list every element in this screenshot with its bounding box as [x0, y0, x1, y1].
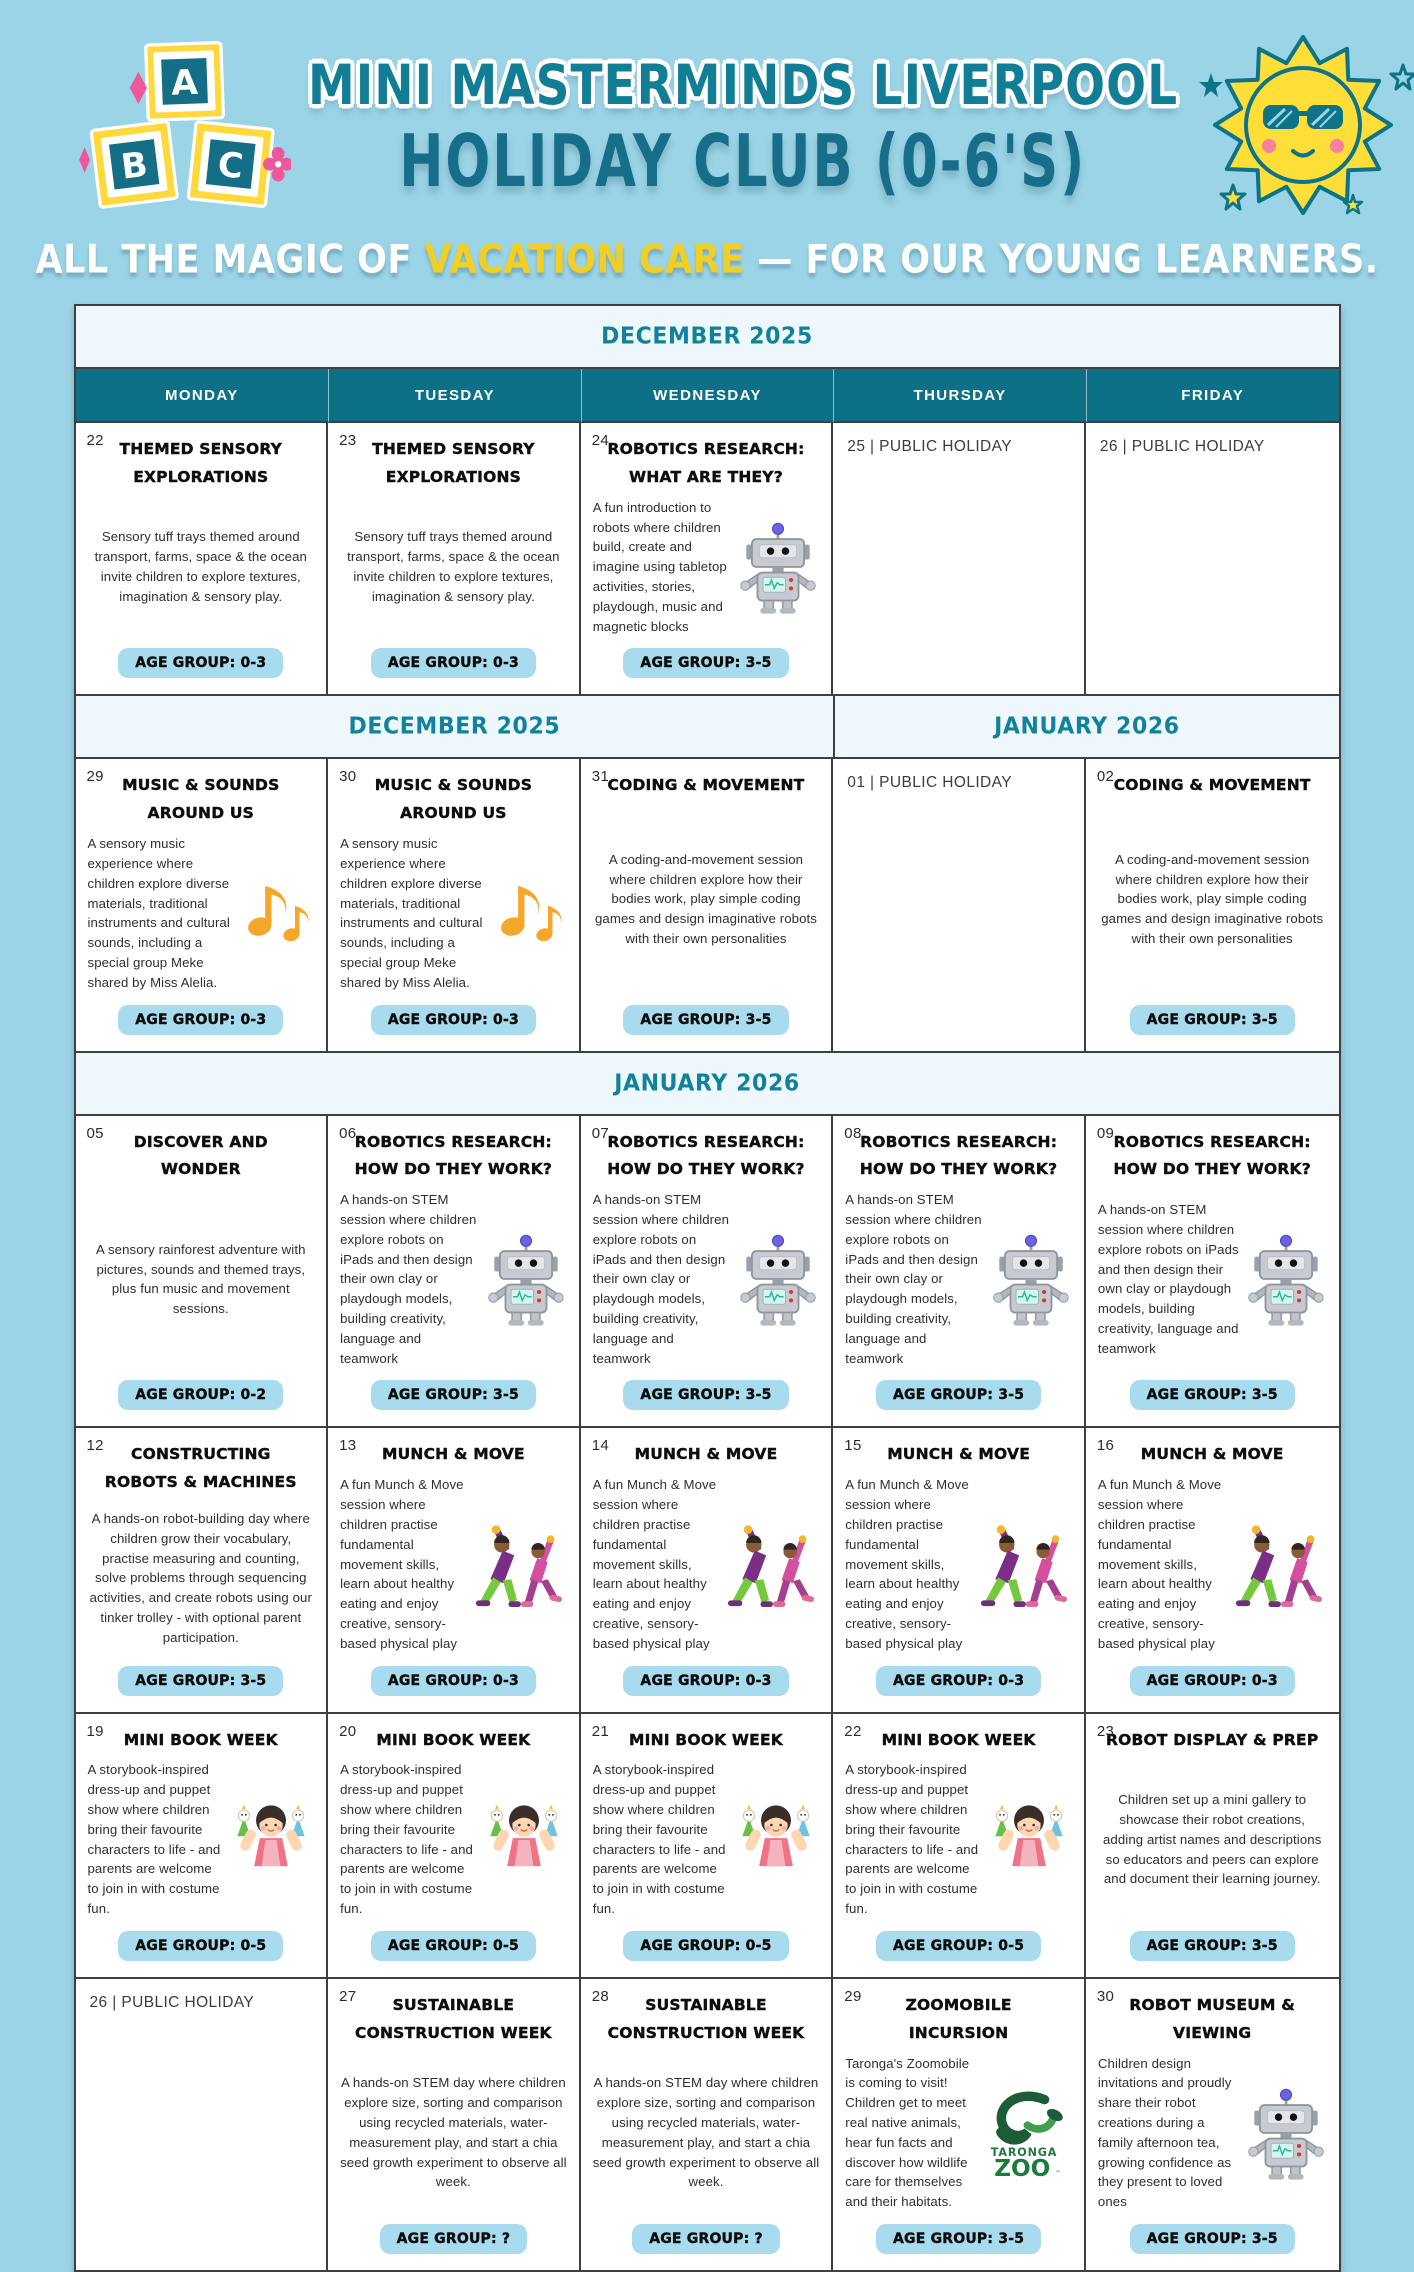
event-description: Sensory tuff trays themed around transport, farms, space & the ocean invite children to explore textures, imagination & sensory play.	[94, 529, 307, 604]
day-number: 23	[1096, 1722, 1115, 1740]
day-header-label: TUESDAY	[414, 386, 495, 404]
tagline-prefix: ALL THE MAGIC OF	[35, 237, 425, 283]
month-label: DECEMBER 2025	[601, 323, 813, 350]
day-number: 20	[339, 1722, 357, 1740]
age-group-badge: AGE GROUP: 3-5	[371, 1380, 536, 1410]
age-group-badge: AGE GROUP: 3-5	[623, 1380, 788, 1410]
event-body	[1098, 1190, 1327, 1368]
event-cell	[581, 1428, 834, 1713]
event-cell	[328, 1116, 581, 1429]
event-description: A hands-on STEM session where children explore robots on iPads and then design their own clay or playdough models, building creativity, language and teamwork	[1097, 1202, 1239, 1356]
public-holiday-cell	[833, 423, 1086, 696]
svg-text:ZOO: ZOO	[994, 2155, 1051, 2179]
event-body	[1098, 806, 1327, 992]
event-title: MUSIC & SOUNDS AROUND US	[374, 776, 533, 823]
robot-icon	[1245, 2086, 1327, 2180]
event-cell	[76, 759, 329, 1052]
month-band-row	[76, 306, 1339, 369]
event-cell	[833, 1428, 1086, 1713]
age-group-badge: AGE GROUP: 0-3	[623, 1666, 788, 1696]
event-cell	[833, 1116, 1086, 1429]
event-title: ROBOTICS RESEARCH: WHAT ARE THEY?	[607, 440, 805, 486]
age-group-badge: AGE GROUP: 3-5	[1130, 1380, 1295, 1410]
age-group-badge: AGE GROUP: 3-5	[1130, 1931, 1295, 1961]
age-group-badge: AGE GROUP: 0-3	[876, 1666, 1041, 1696]
page-header	[0, 0, 1414, 220]
event-cell	[328, 759, 581, 1052]
event-cell	[328, 1428, 581, 1713]
puppet-show-icon	[986, 1797, 1072, 1883]
event-cell	[833, 1979, 1086, 2270]
event-cell	[1086, 1979, 1339, 2270]
event-cell	[581, 1979, 834, 2270]
event-title: CODING & MOVEMENT	[1113, 776, 1311, 795]
event-description: A storybook-inspired dress-up and puppet show where children bring their favourite characters to life - and parents are welcome to join in with costume fun.	[87, 1762, 221, 1916]
day-header-monday	[76, 369, 329, 423]
month-band-row	[76, 1053, 1339, 1116]
event-body	[1098, 2054, 1327, 2212]
event-body	[88, 834, 315, 992]
public-holiday-label: 26 | PUBLIC HOLIDAY	[1099, 438, 1265, 455]
sun-icon	[1178, 25, 1414, 225]
event-body	[1098, 1475, 1327, 1653]
event-cell	[328, 1979, 581, 2270]
day-header-tuesday	[328, 369, 581, 423]
event-description: A hands-on STEM session where children explore robots on iPads and then design their own clay or playdough models, building creativity, language and teamwork	[340, 1192, 477, 1366]
day-number: 15	[844, 1437, 862, 1455]
event-body	[593, 1475, 820, 1653]
robot-icon	[737, 520, 819, 614]
robot-icon	[485, 1232, 567, 1326]
age-group-badge: AGE GROUP: 0-3	[371, 648, 536, 678]
event-description: A fun Munch & Move session where children practise fundamental movement skills, learn about healthy eating and enjoy creative, sensory-based physical play	[592, 1477, 717, 1651]
svg-text:C: C	[215, 144, 245, 187]
day-number: 14	[591, 1437, 609, 1455]
age-group-badge: AGE GROUP: 0-3	[118, 1005, 283, 1035]
event-title: CODING & MOVEMENT	[607, 776, 805, 795]
age-group-badge: AGE GROUP: 0-5	[876, 1931, 1041, 1961]
day-header-friday	[1086, 369, 1339, 423]
day-number: 12	[86, 1437, 104, 1455]
month-band	[833, 696, 1338, 759]
event-cell	[328, 1714, 581, 1979]
week-row	[76, 1428, 1339, 1713]
page-subtitle: HOLIDAY CLUB (0-6'S)	[399, 118, 1087, 203]
day-number: 06	[339, 1124, 357, 1142]
event-body	[340, 1475, 567, 1653]
day-number: 23	[339, 432, 357, 449]
event-description: A fun Munch & Move session where children practise fundamental movement skills, learn about healthy eating and enjoy creative, sensory-based physical play	[1097, 1477, 1222, 1651]
event-title: MUNCH & MOVE	[887, 1445, 1030, 1464]
public-holiday-cell	[833, 759, 1086, 1052]
event-title: ROBOTICS RESEARCH: HOW DO THEY WORK?	[859, 1132, 1058, 1179]
puppet-show-icon	[228, 1797, 314, 1883]
music-note-icon	[491, 875, 567, 951]
day-number: 30	[339, 768, 357, 786]
munch-move-icon	[723, 1520, 819, 1608]
event-description: Taronga's Zoomobile is coming to visit! Children get to meet real native animals, hear fun facts and discover how wildlife care for themselves and their habitats.	[845, 2055, 970, 2210]
public-holiday-cell	[76, 1979, 329, 2270]
event-description: A storybook-inspired dress-up and puppet show where children bring their favourite characters to life - and parents are welcome to join in with costume fun.	[592, 1762, 726, 1916]
week-row	[76, 759, 1339, 1052]
age-group-badge: AGE GROUP: 3-5	[876, 2224, 1041, 2254]
age-group-badge: AGE GROUP: 3-5	[876, 1380, 1041, 1410]
public-holiday-label: 26 | PUBLIC HOLIDAY	[89, 1993, 255, 2011]
day-header-thursday	[833, 369, 1086, 423]
day-number: 27	[339, 1987, 357, 2005]
event-body	[593, 1760, 820, 1918]
age-group-badge: AGE GROUP: 0-3	[371, 1005, 536, 1035]
day-header-row	[76, 369, 1339, 423]
event-body	[88, 498, 315, 637]
day-header-label: FRIDAY	[1181, 386, 1245, 404]
month-band	[76, 696, 834, 759]
age-group-badge: AGE GROUP: 0-3	[118, 648, 283, 678]
event-title: THEMED SENSORY EXPLORATIONS	[372, 440, 535, 486]
event-description: A hands-on STEM session where children explore robots on iPads and then design their own clay or playdough models, building creativity, language and teamwork	[845, 1192, 982, 1366]
day-number: 16	[1096, 1437, 1115, 1455]
public-holiday-label: 25 | PUBLIC HOLIDAY	[847, 438, 1012, 455]
age-group-badge: AGE GROUP: 0-2	[118, 1380, 283, 1410]
day-number: 24	[591, 432, 609, 449]
week-row	[76, 1979, 1339, 2270]
day-header-wednesday	[581, 369, 834, 423]
event-description: A hands-on STEM day where children explore size, sorting and comparison using recycled materials, water-measurement play, and start a chia seed growth experiment to observe all week.	[340, 2075, 567, 2190]
event-cell	[76, 1116, 329, 1429]
munch-move-icon	[976, 1520, 1072, 1608]
public-holiday-label: 01 | PUBLIC HOLIDAY	[847, 774, 1012, 792]
munch-move-icon	[471, 1520, 567, 1608]
day-header-label: WEDNESDAY	[653, 386, 762, 404]
age-group-badge: AGE GROUP: 3-5	[118, 1666, 283, 1696]
event-title: ROBOT MUSEUM & VIEWING	[1129, 1995, 1295, 2042]
event-title: MUSIC & SOUNDS AROUND US	[122, 776, 280, 823]
event-title: SUSTAINABLE CONSTRUCTION WEEK	[607, 1995, 805, 2042]
event-cell	[833, 1714, 1086, 1979]
day-number: 08	[844, 1124, 862, 1142]
tagline-highlight: VACATION CARE	[424, 237, 745, 283]
event-description: A fun Munch & Move session where children practise fundamental movement skills, learn about healthy eating and enjoy creative, sensory-based physical play	[845, 1477, 969, 1651]
age-group-badge: AGE GROUP: 3-5	[623, 648, 788, 678]
event-title: MUNCH & MOVE	[1140, 1445, 1284, 1464]
age-group-badge: AGE GROUP: 0-3	[1130, 1666, 1295, 1696]
music-note-icon	[238, 875, 314, 951]
event-title: THEMED SENSORY EXPLORATIONS	[119, 440, 283, 486]
event-title: MINI BOOK WEEK	[376, 1730, 531, 1749]
day-number: 22	[86, 432, 104, 449]
event-body	[845, 1760, 1072, 1918]
week-row	[76, 423, 1339, 696]
event-title: ROBOTICS RESEARCH: HOW DO THEY WORK?	[607, 1132, 805, 1179]
event-cell	[581, 423, 834, 696]
event-cell	[76, 423, 329, 696]
puppet-show-icon	[733, 1797, 819, 1883]
event-title: SUSTAINABLE CONSTRUCTION WEEK	[355, 1995, 552, 2042]
event-body	[1098, 1760, 1327, 1918]
event-cell	[581, 759, 834, 1052]
week-row	[76, 1714, 1339, 1979]
month-band-row	[76, 696, 1339, 759]
age-group-badge: AGE GROUP: 3-5	[1130, 1005, 1295, 1035]
event-body	[88, 1190, 315, 1368]
event-body	[845, 2054, 1072, 2212]
age-group-badge: AGE GROUP: ?	[380, 2224, 528, 2254]
event-title: ROBOTICS RESEARCH: HOW DO THEY WORK?	[354, 1132, 553, 1179]
event-cell	[328, 423, 581, 696]
event-cell	[1086, 759, 1339, 1052]
event-title: MUNCH & MOVE	[381, 1445, 525, 1464]
public-holiday-cell	[1086, 423, 1339, 696]
event-description: A sensory rainforest adventure with pictures, sounds and themed trays, plus fun music and movement sessions.	[96, 1241, 306, 1317]
event-body	[88, 1760, 315, 1918]
event-description: A storybook-inspired dress-up and puppet show where children bring their favourite characters to life - and parents are welcome to join in with costume fun.	[845, 1762, 979, 1916]
event-description: A storybook-inspired dress-up and puppet show where children bring their favourite characters to life - and parents are welcome to join in with costume fun.	[340, 1762, 473, 1916]
munch-move-icon	[1231, 1520, 1327, 1608]
svg-text:B: B	[118, 144, 150, 188]
robot-icon	[990, 1232, 1072, 1326]
robot-icon	[737, 1232, 819, 1326]
month-band	[76, 306, 1339, 369]
event-cell	[1086, 1714, 1339, 1979]
event-title: MINI BOOK WEEK	[881, 1730, 1036, 1749]
day-number: 21	[591, 1722, 609, 1740]
tagline	[0, 238, 1414, 283]
event-title: ZOOMOBILE INCURSION	[905, 1995, 1012, 2042]
month-label: JANUARY 2026	[994, 713, 1180, 740]
event-body	[340, 834, 567, 992]
event-description: Children set up a mini gallery to showcase their robot creations, adding artist names and descriptions so educators and peers can explore and document their learning journey.	[1103, 1792, 1322, 1887]
event-description: A fun Munch & Move session where children practise fundamental movement skills, learn about healthy eating and enjoy creative, sensory-based physical play	[340, 1477, 464, 1651]
event-description: Children design invitations and proudly share their robot creations during a family afternoon tea, growing confidence as they present to loved ones	[1097, 2055, 1232, 2210]
event-description: A coding-and-movement session where children explore how their bodies work, play simple coding games and design imaginative robots with their own personalities	[1101, 851, 1324, 947]
robot-icon	[1245, 1232, 1327, 1326]
event-title: MUNCH & MOVE	[634, 1445, 778, 1464]
event-description: A hands-on STEM session where children explore robots on iPads and then design their own clay or playdough models, building creativity, language and teamwork	[592, 1192, 730, 1366]
age-group-badge: AGE GROUP: 0-5	[371, 1931, 536, 1961]
holiday-club-calendar	[74, 304, 1341, 2272]
month-label: DECEMBER 2025	[348, 713, 561, 740]
tagline-suffix: — FOR OUR YOUNG LEARNERS.	[744, 237, 1379, 283]
puppet-show-icon	[481, 1797, 567, 1883]
event-title: CONSTRUCTING ROBOTS & MACHINES	[104, 1445, 297, 1492]
event-title: MINI BOOK WEEK	[628, 1730, 783, 1749]
age-group-badge: AGE GROUP: 3-5	[623, 1005, 788, 1035]
event-body	[845, 1190, 1072, 1368]
day-number: 05	[86, 1124, 104, 1142]
day-number: 07	[591, 1124, 609, 1142]
event-description: Sensory tuff trays themed around transport, farms, space & the ocean invite children to explore textures, imagination & sensory play.	[347, 529, 560, 604]
age-group-badge: AGE GROUP: 0-5	[623, 1931, 788, 1961]
event-cell	[1086, 1116, 1339, 1429]
abc-blocks-logo	[58, 38, 308, 213]
event-cell	[76, 1428, 329, 1713]
day-number: 29	[86, 768, 104, 786]
event-description: A sensory music experience where children explore diverse materials, traditional instruments and cultural sounds, including a special group Meke shared by Miss Alelia.	[87, 836, 230, 990]
event-description: A hands-on STEM day where children explore size, sorting and comparison using recycled materials, water-measurement play, and start a chia seed growth experiment to observe all week.	[592, 2075, 820, 2190]
event-body	[340, 2054, 567, 2212]
event-body	[88, 1503, 315, 1653]
event-cell	[76, 1714, 329, 1979]
event-description: A sensory music experience where children explore diverse materials, traditional instruments and cultural sounds, including a special group Meke shared by Miss Alelia.	[340, 836, 483, 990]
event-description: A coding-and-movement session where children explore how their bodies work, play simple coding games and design imaginative robots with their own personalities	[595, 851, 817, 947]
event-title: DISCOVER AND WONDER	[133, 1132, 268, 1179]
event-description: A hands-on robot-building day where children grow their vocabulary, practise measuring and counting, solve problems through sequencing activities, and create robots using our tinker trolley - with optional parent participation.	[89, 1511, 312, 1645]
event-title: ROBOT DISPLAY & PREP	[1105, 1730, 1319, 1749]
event-cell	[581, 1116, 834, 1429]
age-group-badge: AGE GROUP: 0-5	[118, 1931, 283, 1961]
event-body	[845, 1475, 1072, 1653]
week-row	[76, 1116, 1339, 1429]
event-cell	[581, 1714, 834, 1979]
day-number: 19	[86, 1722, 104, 1740]
event-title: MINI BOOK WEEK	[123, 1730, 278, 1749]
age-group-badge: AGE GROUP: 0-3	[371, 1666, 536, 1696]
day-number: 29	[844, 1987, 862, 2005]
event-body	[593, 806, 820, 992]
event-title: ROBOTICS RESEARCH: HOW DO THEY WORK?	[1113, 1132, 1311, 1179]
svg-text:A: A	[170, 62, 199, 104]
day-header-label: MONDAY	[164, 386, 239, 404]
event-cell	[1086, 1428, 1339, 1713]
age-group-badge: AGE GROUP: ?	[632, 2224, 780, 2254]
event-body	[593, 1190, 820, 1368]
page-title: MINI MASTERMINDS LIVERPOOL	[308, 52, 1179, 118]
taronga-zoo-icon	[976, 2087, 1072, 2179]
month-band	[76, 1053, 1339, 1116]
day-number: 22	[844, 1722, 862, 1740]
day-number: 30	[1096, 1987, 1115, 2005]
event-description: A fun introduction to robots where children build, create and imagine using tabletop activities, stories, playdough, music and magnetic blocks	[592, 499, 727, 634]
age-group-badge: AGE GROUP: 3-5	[1130, 2224, 1295, 2254]
event-body	[593, 2054, 820, 2212]
event-body	[340, 1190, 567, 1368]
svg-text:™: ™	[1054, 2169, 1061, 2177]
event-body	[340, 1760, 567, 1918]
event-body	[340, 498, 567, 637]
day-number: 31	[591, 768, 609, 786]
day-number: 09	[1096, 1124, 1115, 1142]
day-number: 13	[339, 1437, 357, 1455]
day-number: 28	[591, 1987, 609, 2005]
day-number: 02	[1096, 768, 1115, 786]
day-header-label: THURSDAY	[913, 386, 1007, 404]
month-label: JANUARY 2026	[614, 1069, 800, 1097]
event-body	[593, 498, 820, 637]
svg-text:TARONGA: TARONGA	[990, 2145, 1058, 2159]
